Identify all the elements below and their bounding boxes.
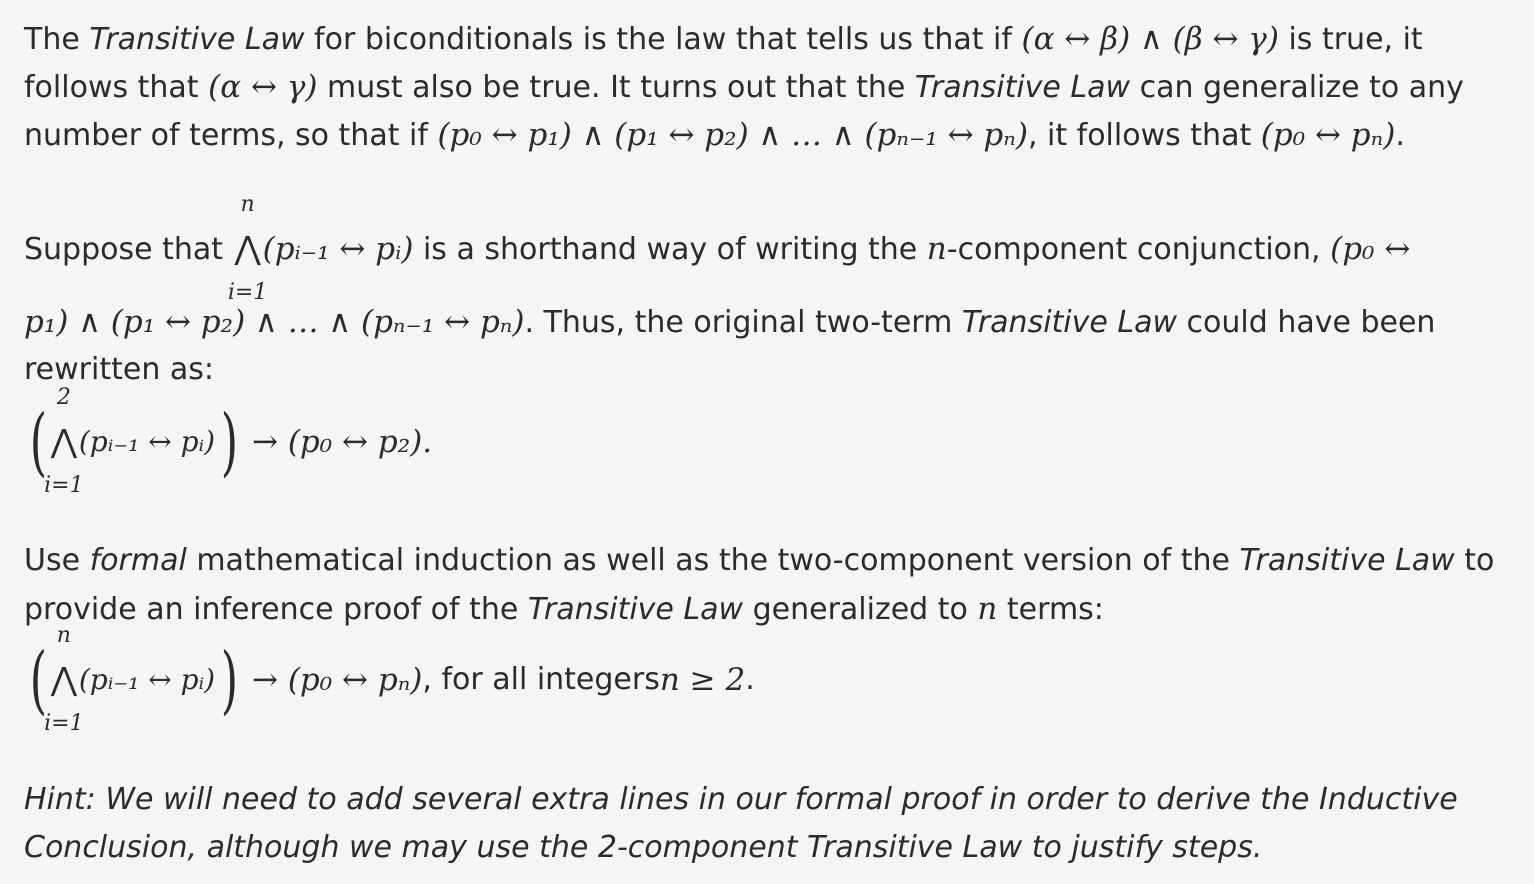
text: provide an inference proof of the	[24, 592, 528, 627]
display-equation-2	[24, 623, 755, 736]
text: .	[1395, 118, 1405, 153]
big-wedge-operator	[44, 385, 84, 498]
term-transitive-law: Transitive Law	[1239, 543, 1455, 578]
text: -component conjunction,	[946, 232, 1331, 267]
text: terms:	[997, 592, 1104, 627]
hint-line-2	[24, 824, 1262, 872]
hint-text: Conclusion, although we may use the 2-component Transitive Law to justify steps.	[24, 830, 1263, 865]
text: . Thus, the original two-term	[524, 305, 962, 340]
paragraph-2-line-3	[24, 346, 214, 394]
math-variable: n	[926, 231, 947, 267]
text: Suppose that	[24, 232, 233, 267]
upper-limit: 2	[56, 385, 71, 410]
text: is true, it	[1278, 22, 1423, 57]
text: can generalize to any	[1130, 70, 1464, 105]
text: is a shorthand way of writing the	[413, 232, 927, 267]
lower-limit: i=1	[44, 711, 84, 736]
lower-limit: i=1	[227, 280, 268, 305]
math-condition: n ≥ 2	[659, 662, 746, 698]
term-transitive-law: Transitive Law	[527, 592, 744, 627]
wedge-symbol: ⋀	[50, 422, 77, 460]
right-paren: )	[220, 637, 239, 723]
math-variable: n	[977, 591, 998, 627]
big-wedge-operator	[44, 623, 84, 736]
text: mathematical induction as well as the two-component version of the	[186, 543, 1240, 578]
paragraph-1-line-2	[24, 63, 1464, 112]
hint-text: Hint: We will need to add several extra lines in our formal proof in order to derive the Inductive	[24, 782, 1458, 817]
paragraph-3-line-2	[24, 585, 1104, 634]
text: number of terms, so that if	[24, 118, 438, 153]
math-expression: → (p₀ ↔ pₙ)	[251, 662, 423, 698]
text: , it follows that	[1027, 118, 1261, 153]
upper-limit: n	[56, 623, 71, 648]
text: .	[745, 662, 755, 697]
text: generalized to	[743, 592, 978, 627]
text: must also be true. It turns out that the	[317, 70, 915, 105]
paragraph-1-line-1	[24, 15, 1423, 64]
right-paren: )	[220, 399, 239, 485]
term-transitive-law: Transitive Law	[89, 22, 305, 57]
left-paren: (	[29, 637, 48, 723]
emphasis-formal: formal	[89, 543, 187, 578]
text: rewritten as:	[24, 352, 214, 387]
wedge-symbol: ⋀	[234, 229, 261, 267]
math-expression: (α ↔ γ)	[208, 69, 318, 105]
math-expression: (p₀ ↔ pₙ)	[1260, 117, 1396, 153]
math-expression: (α ↔ β) ∧ (β ↔ γ)	[1021, 21, 1279, 57]
paragraph-1-line-3	[24, 111, 1405, 160]
paragraph-2-line-2	[24, 298, 1435, 347]
text: The	[24, 22, 90, 57]
term-transitive-law: Transitive Law	[914, 70, 1131, 105]
left-paren: (	[29, 399, 48, 485]
math-expression: (pᵢ₋₁ ↔ pᵢ)	[262, 231, 414, 267]
term-transitive-law: Transitive Law	[961, 305, 1178, 340]
hint-line-1	[24, 776, 1458, 824]
big-wedge-operator	[227, 192, 268, 305]
text: to	[1454, 543, 1495, 578]
math-expression: (p₀ ↔	[1330, 231, 1411, 267]
math-expression: → (p₀ ↔ p₂).	[251, 424, 433, 460]
text: follows that	[24, 70, 209, 105]
paragraph-3-line-1	[24, 537, 1494, 585]
text: Use	[24, 543, 90, 578]
lower-limit: i=1	[44, 473, 84, 498]
math-expression: (pᵢ₋₁ ↔ pᵢ)	[78, 663, 216, 696]
upper-limit: n	[240, 192, 255, 217]
math-expression: p₁) ∧ (p₁ ↔ p₂) ∧ … ∧ (pₙ₋₁ ↔ pₙ)	[24, 304, 525, 340]
text: could have been	[1177, 305, 1436, 340]
text: for biconditionals is the law that tells us that if	[304, 22, 1022, 57]
math-expression: (pᵢ₋₁ ↔ pᵢ)	[78, 425, 216, 458]
display-equation-1	[24, 385, 433, 498]
paragraph-2-line-1	[24, 192, 1411, 305]
math-expression: (p₀ ↔ p₁) ∧ (p₁ ↔ p₂) ∧ … ∧ (pₙ₋₁ ↔ pₙ)	[437, 117, 1028, 153]
wedge-symbol: ⋀	[50, 660, 77, 698]
text: , for all integers	[422, 662, 660, 697]
